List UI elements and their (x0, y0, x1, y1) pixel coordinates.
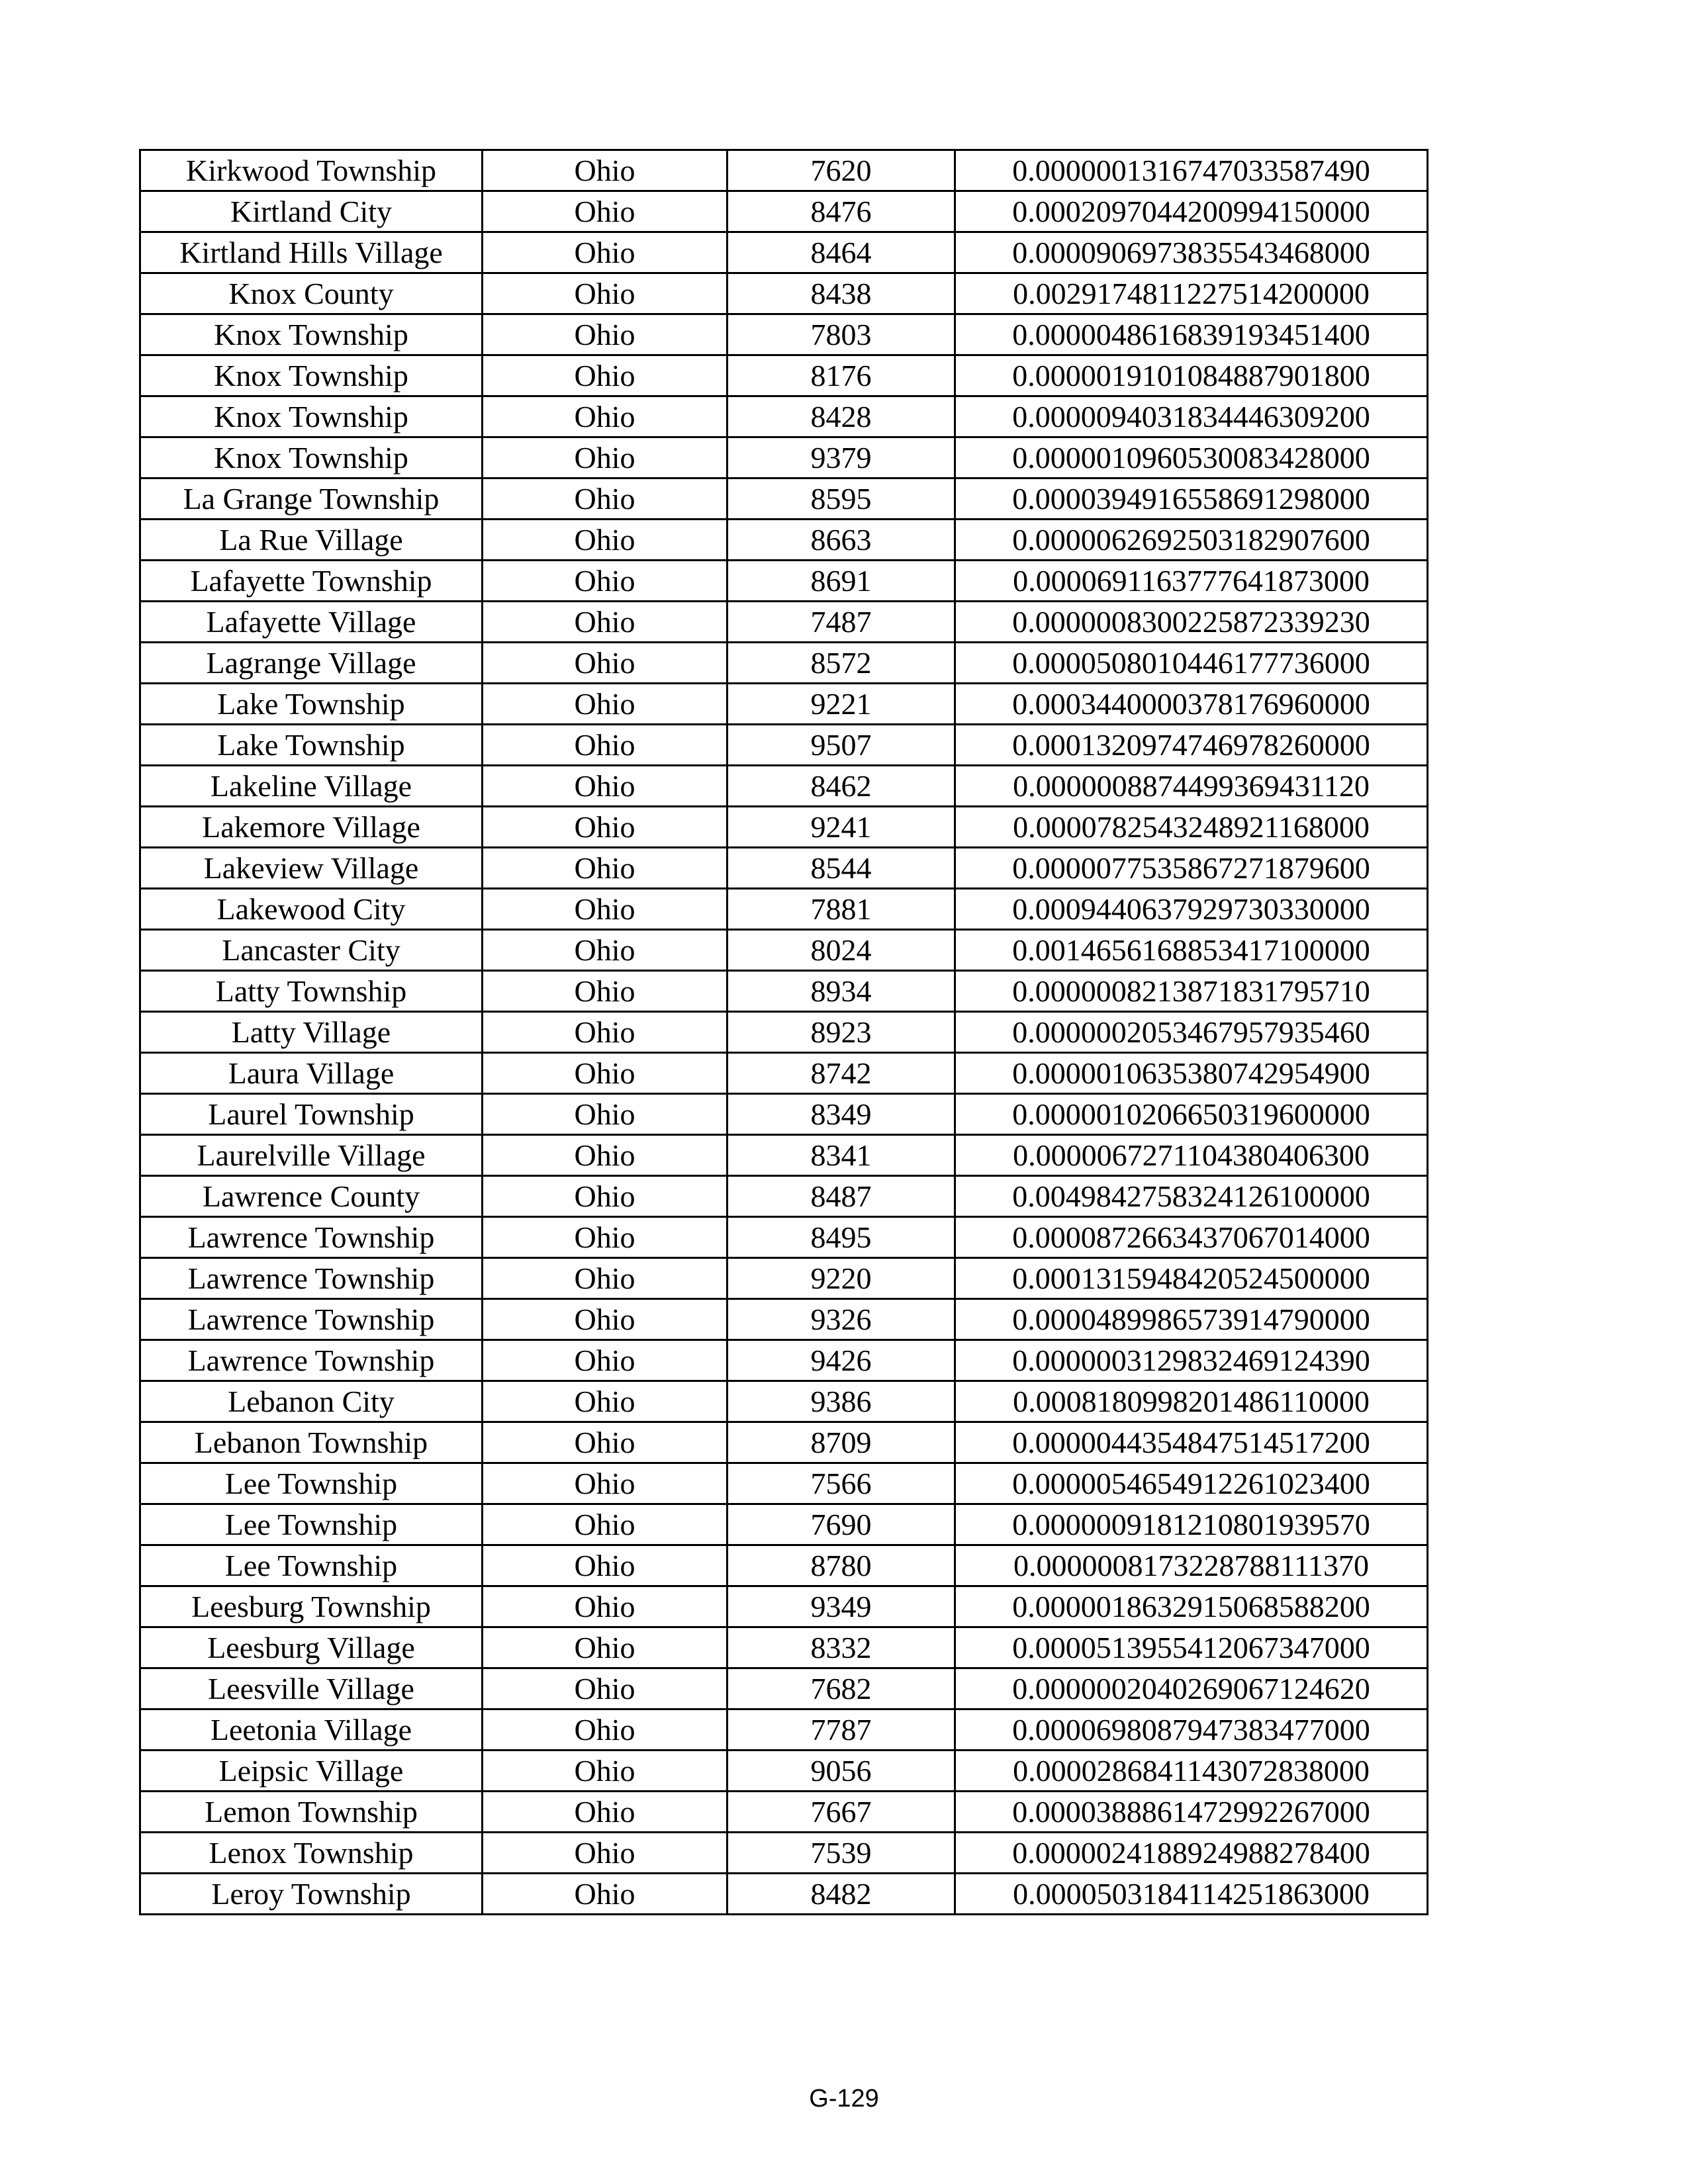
table-row (140, 889, 1428, 930)
table-row (140, 848, 1428, 889)
code-cell: 9386 (727, 1381, 955, 1422)
table-row (140, 1053, 1428, 1094)
code-cell: 8934 (727, 971, 955, 1012)
jurisdiction-cell: Lenox Township (140, 1833, 483, 1874)
state-cell: Ohio (483, 232, 727, 273)
state-cell: Ohio (483, 1792, 727, 1833)
jurisdiction-cell: Lawrence Township (140, 1217, 483, 1258)
code-cell: 8495 (727, 1217, 955, 1258)
jurisdiction-cell: Knox Township (140, 314, 483, 355)
allocation-cell: 0.0000062692503182907600 (955, 520, 1428, 561)
jurisdiction-cell: Kirtland Hills Village (140, 232, 483, 273)
table-row (140, 1381, 1428, 1422)
table-row (140, 807, 1428, 848)
allocation-cell: 0.0000048616839193451400 (955, 314, 1428, 355)
state-cell: Ohio (483, 602, 727, 643)
allocation-cell: 0.0000009181210801939570 (955, 1504, 1428, 1545)
jurisdiction-cell: Lakewood City (140, 889, 483, 930)
allocation-cell: 0.0003440000378176960000 (955, 684, 1428, 725)
state-cell: Ohio (483, 725, 727, 766)
allocation-cell: 0.0000002040269067124620 (955, 1668, 1428, 1709)
table-row (140, 1504, 1428, 1545)
allocation-cell: 0.0000018632915068588200 (955, 1586, 1428, 1627)
jurisdiction-cell: Knox County (140, 273, 483, 314)
table-row (140, 1217, 1428, 1258)
code-cell: 9426 (727, 1340, 955, 1381)
jurisdiction-cell: Lancaster City (140, 930, 483, 971)
state-cell: Ohio (483, 1586, 727, 1627)
code-cell: 9220 (727, 1258, 955, 1299)
code-cell: 9349 (727, 1586, 955, 1627)
allocation-cell: 0.0000024188924988278400 (955, 1833, 1428, 1874)
allocation-cell: 0.0000010635380742954900 (955, 1053, 1428, 1094)
state-cell: Ohio (483, 150, 727, 191)
jurisdiction-cell: Lee Township (140, 1463, 483, 1504)
allocation-cell: 0.0000094031834446309200 (955, 396, 1428, 437)
code-cell: 8332 (727, 1627, 955, 1668)
jurisdiction-cell: Lawrence Township (140, 1258, 483, 1299)
state-cell: Ohio (483, 1668, 727, 1709)
jurisdiction-cell: Leesville Village (140, 1668, 483, 1709)
allocation-cell: 0.0001315948420524500000 (955, 1258, 1428, 1299)
code-cell: 8923 (727, 1012, 955, 1053)
allocation-cell: 0.0000388861472992267000 (955, 1792, 1428, 1833)
jurisdiction-cell: Leesburg Village (140, 1627, 483, 1668)
allocation-cell: 0.0000286841143072838000 (955, 1751, 1428, 1792)
jurisdiction-cell: Lee Township (140, 1545, 483, 1586)
code-cell: 8428 (727, 396, 955, 437)
table-row (140, 766, 1428, 807)
code-cell: 7690 (727, 1504, 955, 1545)
jurisdiction-cell: Lakeline Village (140, 766, 483, 807)
jurisdiction-cell: Lakemore Village (140, 807, 483, 848)
state-cell: Ohio (483, 1176, 727, 1217)
state-cell: Ohio (483, 643, 727, 684)
allocation-cell: 0.0000906973835543468000 (955, 232, 1428, 273)
jurisdiction-cell: Laura Village (140, 1053, 483, 1094)
state-cell: Ohio (483, 314, 727, 355)
table-row (140, 478, 1428, 520)
table-row (140, 561, 1428, 602)
allocation-cell: 0.0002097044200994150000 (955, 191, 1428, 232)
jurisdiction-cell: Lafayette Township (140, 561, 483, 602)
table-row (140, 602, 1428, 643)
code-cell: 7881 (727, 889, 955, 930)
code-cell: 8482 (727, 1874, 955, 1915)
state-cell: Ohio (483, 1751, 727, 1792)
allocation-cell: 0.0000503184114251863000 (955, 1874, 1428, 1915)
allocation-cell: 0.0000394916558691298000 (955, 478, 1428, 520)
state-cell: Ohio (483, 1709, 727, 1751)
code-cell: 8476 (727, 191, 955, 232)
code-cell: 7787 (727, 1709, 955, 1751)
table-row (140, 1627, 1428, 1668)
state-cell: Ohio (483, 1874, 727, 1915)
allocation-cell: 0.0014656168853417100000 (955, 930, 1428, 971)
state-cell: Ohio (483, 396, 727, 437)
jurisdiction-cell: Leroy Township (140, 1874, 483, 1915)
allocation-cell: 0.0001320974746978260000 (955, 725, 1428, 766)
table-row (140, 1751, 1428, 1792)
allocation-cell: 0.0000008173228788111370 (955, 1545, 1428, 1586)
code-cell: 8742 (727, 1053, 955, 1094)
table-row (140, 1463, 1428, 1504)
code-cell: 7667 (727, 1792, 955, 1833)
jurisdiction-cell: Lee Township (140, 1504, 483, 1545)
jurisdiction-cell: Lawrence Township (140, 1299, 483, 1340)
allocation-cell: 0.0000002053467957935460 (955, 1012, 1428, 1053)
allocation-cell: 0.0000010206650319600000 (955, 1094, 1428, 1135)
state-cell: Ohio (483, 1135, 727, 1176)
code-cell: 9326 (727, 1299, 955, 1340)
jurisdiction-cell: Lawrence Township (140, 1340, 483, 1381)
code-cell: 8595 (727, 478, 955, 520)
table-row (140, 930, 1428, 971)
jurisdiction-cell: Knox Township (140, 396, 483, 437)
table-row (140, 273, 1428, 314)
table-row (140, 1709, 1428, 1751)
code-cell: 8691 (727, 561, 955, 602)
code-cell: 8024 (727, 930, 955, 971)
state-cell: Ohio (483, 1504, 727, 1545)
jurisdiction-cell: Knox Township (140, 437, 483, 478)
state-cell: Ohio (483, 1012, 727, 1053)
table-row (140, 191, 1428, 232)
state-cell: Ohio (483, 1833, 727, 1874)
table-row (140, 1586, 1428, 1627)
allocation-cell: 0.0008180998201486110000 (955, 1381, 1428, 1422)
allocation-cell: 0.0000044354847514517200 (955, 1422, 1428, 1463)
code-cell: 7487 (727, 602, 955, 643)
code-cell: 9379 (727, 437, 955, 478)
table-row (140, 1258, 1428, 1299)
state-cell: Ohio (483, 561, 727, 602)
table-row (140, 520, 1428, 561)
code-cell: 8341 (727, 1135, 955, 1176)
state-cell: Ohio (483, 437, 727, 478)
jurisdiction-cell: Laurelville Village (140, 1135, 483, 1176)
table-row (140, 314, 1428, 355)
jurisdiction-cell: Lebanon City (140, 1381, 483, 1422)
state-cell: Ohio (483, 1258, 727, 1299)
table-row (140, 1176, 1428, 1217)
state-cell: Ohio (483, 1340, 727, 1381)
jurisdiction-cell: Leipsic Village (140, 1751, 483, 1792)
allocation-cell: 0.0049842758324126100000 (955, 1176, 1428, 1217)
allocation-cell: 0.0009440637929730330000 (955, 889, 1428, 930)
data-table (139, 149, 1429, 1915)
code-cell: 8572 (727, 643, 955, 684)
table-row (140, 1668, 1428, 1709)
jurisdiction-cell: La Rue Village (140, 520, 483, 561)
state-cell: Ohio (483, 684, 727, 725)
code-cell: 8176 (727, 355, 955, 396)
code-cell: 9221 (727, 684, 955, 725)
jurisdiction-cell: Lagrange Village (140, 643, 483, 684)
code-cell: 8780 (727, 1545, 955, 1586)
code-cell: 7566 (727, 1463, 955, 1504)
jurisdiction-cell: Latty Township (140, 971, 483, 1012)
table-body (140, 150, 1428, 1915)
allocation-cell: 0.0000001316747033587490 (955, 150, 1428, 191)
code-cell: 7620 (727, 150, 955, 191)
state-cell: Ohio (483, 1094, 727, 1135)
jurisdiction-cell: Lake Township (140, 684, 483, 725)
code-cell: 7682 (727, 1668, 955, 1709)
jurisdiction-cell: Lakeview Village (140, 848, 483, 889)
table-row (140, 396, 1428, 437)
jurisdiction-cell: Leesburg Township (140, 1586, 483, 1627)
allocation-cell: 0.0000003129832469124390 (955, 1340, 1428, 1381)
state-cell: Ohio (483, 1053, 727, 1094)
jurisdiction-cell: Lemon Township (140, 1792, 483, 1833)
jurisdiction-cell: La Grange Township (140, 478, 483, 520)
jurisdiction-cell: Lake Township (140, 725, 483, 766)
state-cell: Ohio (483, 1299, 727, 1340)
table-row (140, 1545, 1428, 1586)
table-row (140, 150, 1428, 191)
jurisdiction-cell: Latty Village (140, 1012, 483, 1053)
code-cell: 7803 (727, 314, 955, 355)
state-cell: Ohio (483, 1422, 727, 1463)
allocation-cell: 0.0000489986573914790000 (955, 1299, 1428, 1340)
table-row (140, 1874, 1428, 1915)
allocation-cell: 0.0000782543248921168000 (955, 807, 1428, 848)
code-cell: 8438 (727, 273, 955, 314)
table-row (140, 643, 1428, 684)
code-cell: 8462 (727, 766, 955, 807)
state-cell: Ohio (483, 520, 727, 561)
table-row (140, 1340, 1428, 1381)
allocation-cell: 0.0000691163777641873000 (955, 561, 1428, 602)
state-cell: Ohio (483, 1463, 727, 1504)
table-row (140, 1135, 1428, 1176)
table-row (140, 1012, 1428, 1053)
allocation-cell: 0.0000067271104380406300 (955, 1135, 1428, 1176)
table-row (140, 355, 1428, 396)
code-cell: 8663 (727, 520, 955, 561)
table-row (140, 437, 1428, 478)
jurisdiction-cell: Lebanon Township (140, 1422, 483, 1463)
allocation-cell: 0.0000008213871831795710 (955, 971, 1428, 1012)
allocation-cell: 0.0000872663437067014000 (955, 1217, 1428, 1258)
state-cell: Ohio (483, 355, 727, 396)
state-cell: Ohio (483, 848, 727, 889)
state-cell: Ohio (483, 1217, 727, 1258)
jurisdiction-cell: Leetonia Village (140, 1709, 483, 1751)
jurisdiction-cell: Kirtland City (140, 191, 483, 232)
code-cell: 8464 (727, 232, 955, 273)
state-cell: Ohio (483, 1545, 727, 1586)
jurisdiction-cell: Laurel Township (140, 1094, 483, 1135)
table-row (140, 1833, 1428, 1874)
allocation-cell: 0.0000010960530083428000 (955, 437, 1428, 478)
state-cell: Ohio (483, 191, 727, 232)
table-row (140, 684, 1428, 725)
allocation-cell: 0.0000077535867271879600 (955, 848, 1428, 889)
allocation-cell: 0.0000698087947383477000 (955, 1709, 1428, 1751)
state-cell: Ohio (483, 930, 727, 971)
page-number: G-129 (809, 2085, 879, 2113)
allocation-cell: 0.0000008874499369431120 (955, 766, 1428, 807)
state-cell: Ohio (483, 1627, 727, 1668)
jurisdiction-cell: Lawrence County (140, 1176, 483, 1217)
code-cell: 8709 (727, 1422, 955, 1463)
table-row (140, 1094, 1428, 1135)
jurisdiction-cell: Lafayette Village (140, 602, 483, 643)
state-cell: Ohio (483, 273, 727, 314)
allocation-cell: 0.0000008300225872339230 (955, 602, 1428, 643)
table-row (140, 232, 1428, 273)
state-cell: Ohio (483, 971, 727, 1012)
table-row (140, 1299, 1428, 1340)
state-cell: Ohio (483, 807, 727, 848)
state-cell: Ohio (483, 478, 727, 520)
allocation-cell: 0.0000054654912261023400 (955, 1463, 1428, 1504)
code-cell: 7539 (727, 1833, 955, 1874)
allocation-cell: 0.0000513955412067347000 (955, 1627, 1428, 1668)
state-cell: Ohio (483, 766, 727, 807)
code-cell: 8487 (727, 1176, 955, 1217)
code-cell: 9241 (727, 807, 955, 848)
code-cell: 9507 (727, 725, 955, 766)
allocation-cell: 0.0000508010446177736000 (955, 643, 1428, 684)
jurisdiction-cell: Knox Township (140, 355, 483, 396)
state-cell: Ohio (483, 889, 727, 930)
code-cell: 9056 (727, 1751, 955, 1792)
table-row (140, 725, 1428, 766)
table-row (140, 971, 1428, 1012)
jurisdiction-cell: Kirkwood Township (140, 150, 483, 191)
table-row (140, 1422, 1428, 1463)
table-row (140, 1792, 1428, 1833)
code-cell: 8544 (727, 848, 955, 889)
allocation-cell: 0.0029174811227514200000 (955, 273, 1428, 314)
allocation-cell: 0.0000019101084887901800 (955, 355, 1428, 396)
code-cell: 8349 (727, 1094, 955, 1135)
state-cell: Ohio (483, 1381, 727, 1422)
